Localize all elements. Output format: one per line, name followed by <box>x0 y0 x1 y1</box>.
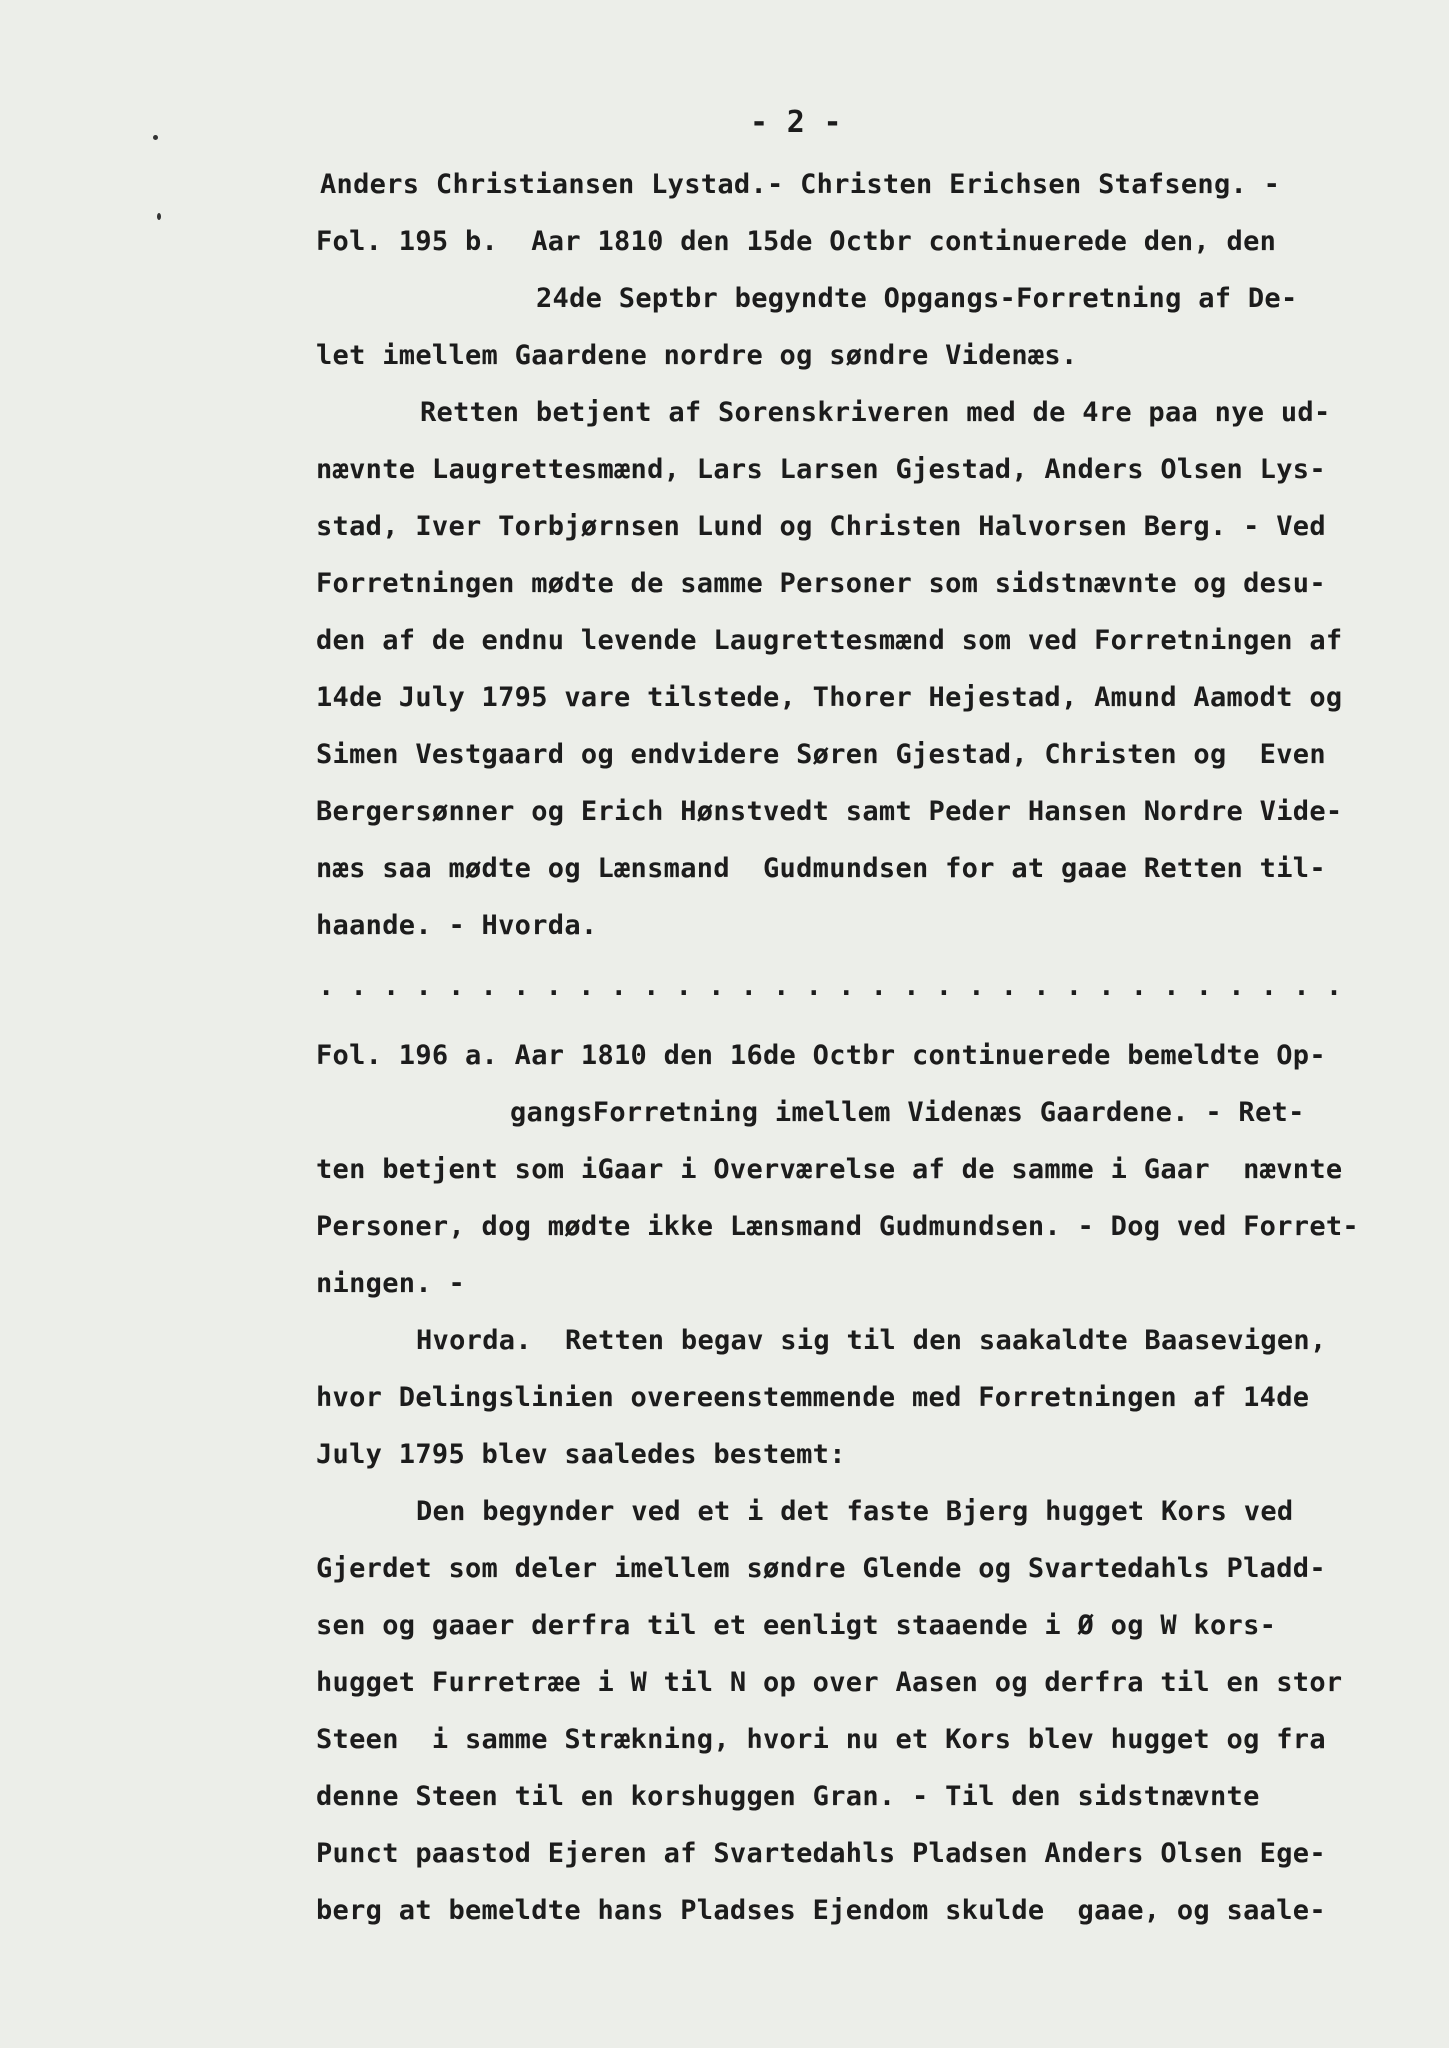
text-line: hvor Delingslinien overeenstemmende med Forretningen af 14de <box>316 1382 1310 1413</box>
text-line: Hvorda. Retten begav sig til den saakaldte Baasevigen, <box>416 1325 1327 1356</box>
text-line: Steen i samme Strækning, hvori nu et Kors blev hugget og fra <box>316 1724 1326 1755</box>
text-line: Simen Vestgaard og endvidere Søren Gjestad, Christen og Even <box>316 739 1326 770</box>
text-line: Den begynder ved et i det faste Bjerg hugget Kors ved <box>416 1496 1294 1527</box>
text-line: hugget Furretræe i W til N op over Aasen og derfra til en stor <box>316 1667 1343 1698</box>
text-line: Fol. 196 a. Aar 1810 den 16de Octbr continuerede bemeldte Op- <box>316 1040 1326 1071</box>
text-line: Personer, dog mødte ikke Lænsmand Gudmundsen. - Dog ved Forret- <box>316 1211 1359 1242</box>
text-line: Gjerdet som deler imellem søndre Glende og Svartedahls Pladd- <box>316 1553 1326 1584</box>
text-line: 14de July 1795 vare tilstede, Thorer Hejestad, Amund Aamodt og <box>316 682 1343 713</box>
text-line: ningen. - <box>316 1268 465 1299</box>
text-line: let imellem Gaardene nordre og søndre Videnæs. <box>316 340 1078 371</box>
margin-mark <box>153 135 158 140</box>
text-line: 24de Septbr begyndte Opgangs-Forretning af De- <box>536 283 1298 314</box>
text-line: Fol. 195 b. Aar 1810 den 15de Octbr continuerede den, den <box>316 226 1277 257</box>
text-line: næs saa mødte og Lænsmand Gudmundsen for at gaae Retten til- <box>316 853 1326 884</box>
text-line: Retten betjent af Sorenskriveren med de 4re paa nye ud- <box>420 397 1331 428</box>
text-line: den af de endnu levende Laugrettesmænd som ved Forretningen af <box>316 625 1343 656</box>
text-line: stad, Iver Torbjørnsen Lund og Christen Halvorsen Berg. - Ved <box>316 511 1326 542</box>
text-line: Punct paastod Ejeren af Svartedahls Pladsen Anders Olsen Ege- <box>316 1838 1326 1869</box>
text-line: denne Steen til en korshuggen Gran. - Til den sidstnævnte <box>316 1781 1260 1812</box>
text-line: July 1795 blev saaledes bestemt: <box>316 1439 846 1470</box>
page-number: - 2 - <box>750 105 842 140</box>
text-line: haande. - Hvorda. <box>316 910 598 941</box>
text-line: gangsForretning imellem Videnæs Gaardene. - Ret- <box>510 1097 1305 1128</box>
text-line: ten betjent som iGaar i Overværelse af de samme i Gaar nævnte <box>316 1154 1343 1185</box>
text-line: sen og gaaer derfra til et eenligt staaende i Ø og W kors- <box>316 1610 1277 1641</box>
text-line: Anders Christiansen Lystad.- Christen Erichsen Stafseng. - <box>320 169 1281 200</box>
text-line: berg at bemeldte hans Pladses Ejendom skulde gaae, og saale- <box>316 1895 1326 1926</box>
dotted-separator: . . . . . . . . . . . . . . . . . . . . . . . . . . . . . . . . <box>318 971 1343 1002</box>
text-line: Forretningen mødte de samme Personer som sidstnævnte og desu- <box>316 568 1326 599</box>
text-line: nævnte Laugrettesmænd, Lars Larsen Gjestad, Anders Olsen Lys- <box>316 454 1326 485</box>
margin-mark <box>157 213 161 220</box>
text-line: Bergersønner og Erich Hønstvedt samt Peder Hansen Nordre Vide- <box>316 796 1343 827</box>
